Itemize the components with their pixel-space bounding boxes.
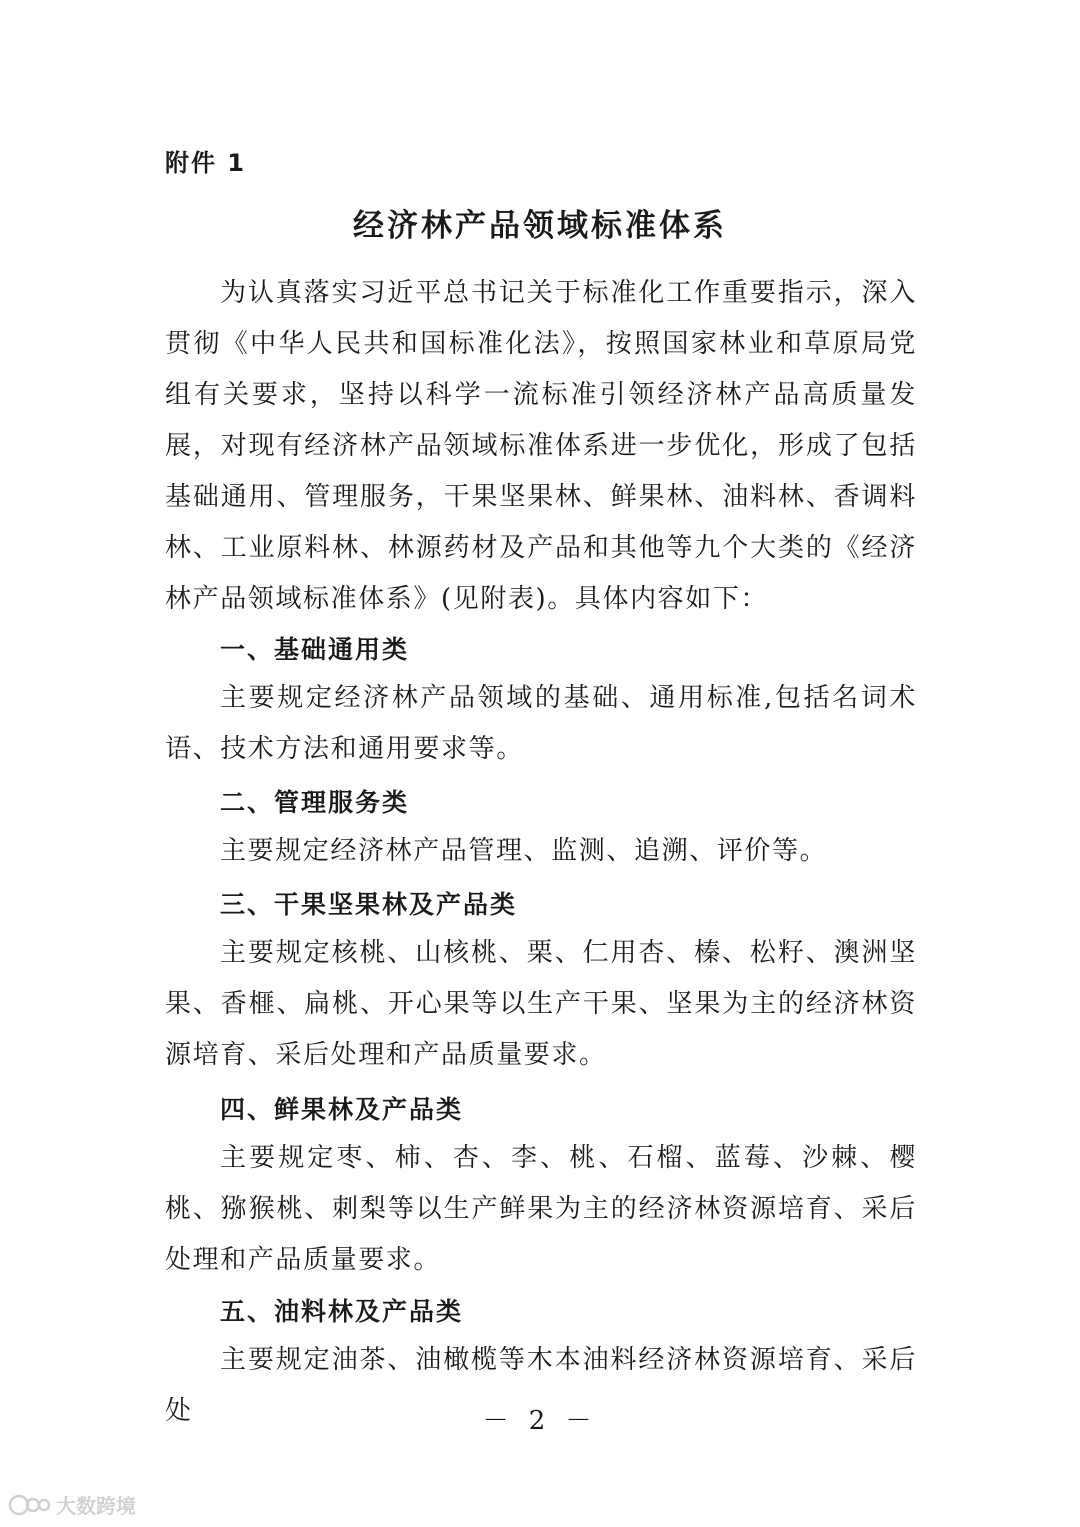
section-text-basic: 主要规定经济林产品领域的基础、通用标准,包括名词术语、技术方法和通用要求等。 [165, 683, 917, 764]
watermark [8, 1490, 136, 1519]
page-number: － 2 － [482, 1406, 598, 1436]
document-title: 经济林产品领域标准体系 [353, 208, 727, 244]
intro-paragraph: 为认真落实习近平总书记关于标准化工作重要指示，深入贯彻《中华人民共和国标准化法》，按照国家林业和草原局党组有关要求，坚持以科学一流标准引领经济林产品高质量发展，对现有经济林产品领域标准体系进一步优化，形成了包括基础通用、管理服务，干果坚果林、鲜果林、油料林、香调料林、工业原料林、林源药材及产品和其他等九个大类的《经济林产品领域标准体系》(见附表)。具体内容如下： [165, 278, 917, 614]
section-text-management: 主要规定经济林产品管理、监测、追溯、评价等。 [220, 836, 828, 866]
watermark-logo-icon [8, 1493, 52, 1517]
section-text-fresh-fruit: 主要规定枣、柿、杏、李、桃、石榴、蓝莓、沙棘、樱桃、猕猴桃、刺梨等以生产鲜果为主的经济林资源培育、采后处理和产品质量要求。 [165, 1143, 917, 1275]
section-text-nuts: 主要规定核桃、山核桃、栗、仁用杏、榛、松籽、澳洲坚果、香榧、扁桃、开心果等以生产干果、坚果为主的经济林资源培育、采后处理和产品质量要求。 [165, 938, 917, 1070]
section-heading-basic: 一、基础通用类 [220, 635, 410, 664]
section-heading-oil: 五、油料林及产品类 [220, 1297, 464, 1326]
section-heading-management: 二、管理服务类 [220, 788, 410, 817]
section-heading-fresh-fruit: 四、鲜果林及产品类 [220, 1095, 464, 1124]
annex-label: 附件 1 [165, 149, 247, 177]
section-text-oil: 主要规定油茶、油橄榄等木本油料经济林资源培育、采后处 [165, 1345, 917, 1426]
section-heading-nuts: 三、干果坚果林及产品类 [220, 890, 518, 919]
watermark-text: 大数跨境 [56, 1494, 136, 1518]
